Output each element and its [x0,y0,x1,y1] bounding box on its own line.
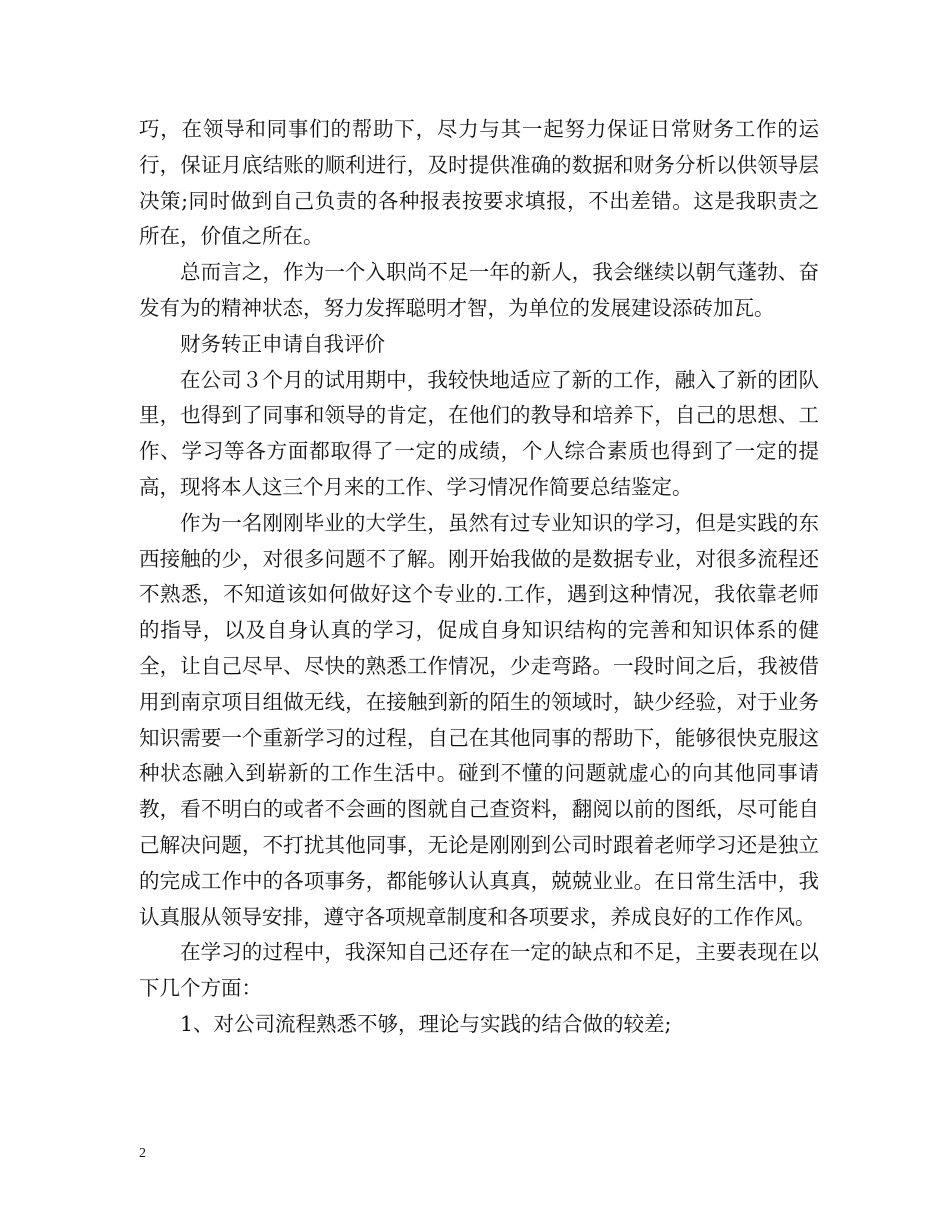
paragraph-work-experience: 作为一名刚刚毕业的大学生，虽然有过专业知识的学习，但是实践的东西接触的少，对很多问题不了解。刚开始我做的是数据专业，对很多流程还不熟悉，不知道该如何做好这个专业的.工作，遇到这种情况，我依靠老师的指导，以及自身认真的学习，促成自身知识结构的完善和知识体系的健全，让自己尽早、尽快的熟悉工作情况，少走弯路。一段时间之后，我被借用到南京项目组做无线，在接触到新的陌生的领域时，缺少经验，对于业务知识需要一个重新学习的过程，自己在其他同事的帮助下，能够很快克服这种状态融入到崭新的工作生活中。碰到不懂的问题就虚心的向其他同事请教，看不明白的或者不会画的图就自己查资料，翻阅以前的图纸，尽可能自己解决问题，不打扰其他同事，无论是刚刚到公司时跟着老师学习还是独立的完成工作中的各项事务，都能够认认真真，兢兢业业。在日常生活中，我认真服从领导安排，遵守各项规章制度和各项要求，养成良好的工作作风。 [139,510,819,929]
paragraph-conclusion: 总而言之，作为一个入职尚不足一年的新人，我会继续以朝气蓬勃、奋发有为的精神状态，努力发挥聪明才智，为单位的发展建设添砖加瓦。 [139,260,819,320]
paragraph-shortcomings-intro: 在学习的过程中，我深知自己还存在一定的缺点和不足，主要表现在以下几个方面： [139,940,819,1001]
section-heading: 财务转正申请自我评价 [180,331,385,356]
paragraph-probation-summary: 在公司３个月的试用期中，我较快地适应了新的工作，融入了新的团队里，也得到了同事和领导的肯定，在他们的教导和培养下，自己的思想、工作、学习等各方面都取得了一定的成绩，个人综合素质也得到了一定的提高，现将本人这三个月来的工作、学习情况作简要总结鉴定。 [139,367,819,499]
page-number: 2 [139,1146,146,1161]
document-body [139,112,819,1043]
list-item-shortcoming-1: 1、对公司流程熟悉不够，理论与实践的结合做的较差; [180,1011,672,1036]
paragraph-continued: 巧，在领导和同事们的帮助下，尽力与其一起努力保证日常财务工作的运行，保证月底结账的顺利进行，及时提供准确的数据和财务分析以供领导层决策;同时做到自己负责的各种报表按要求填报，不出差错。这是我职责之所在，价值之所在。 [139,117,819,249]
